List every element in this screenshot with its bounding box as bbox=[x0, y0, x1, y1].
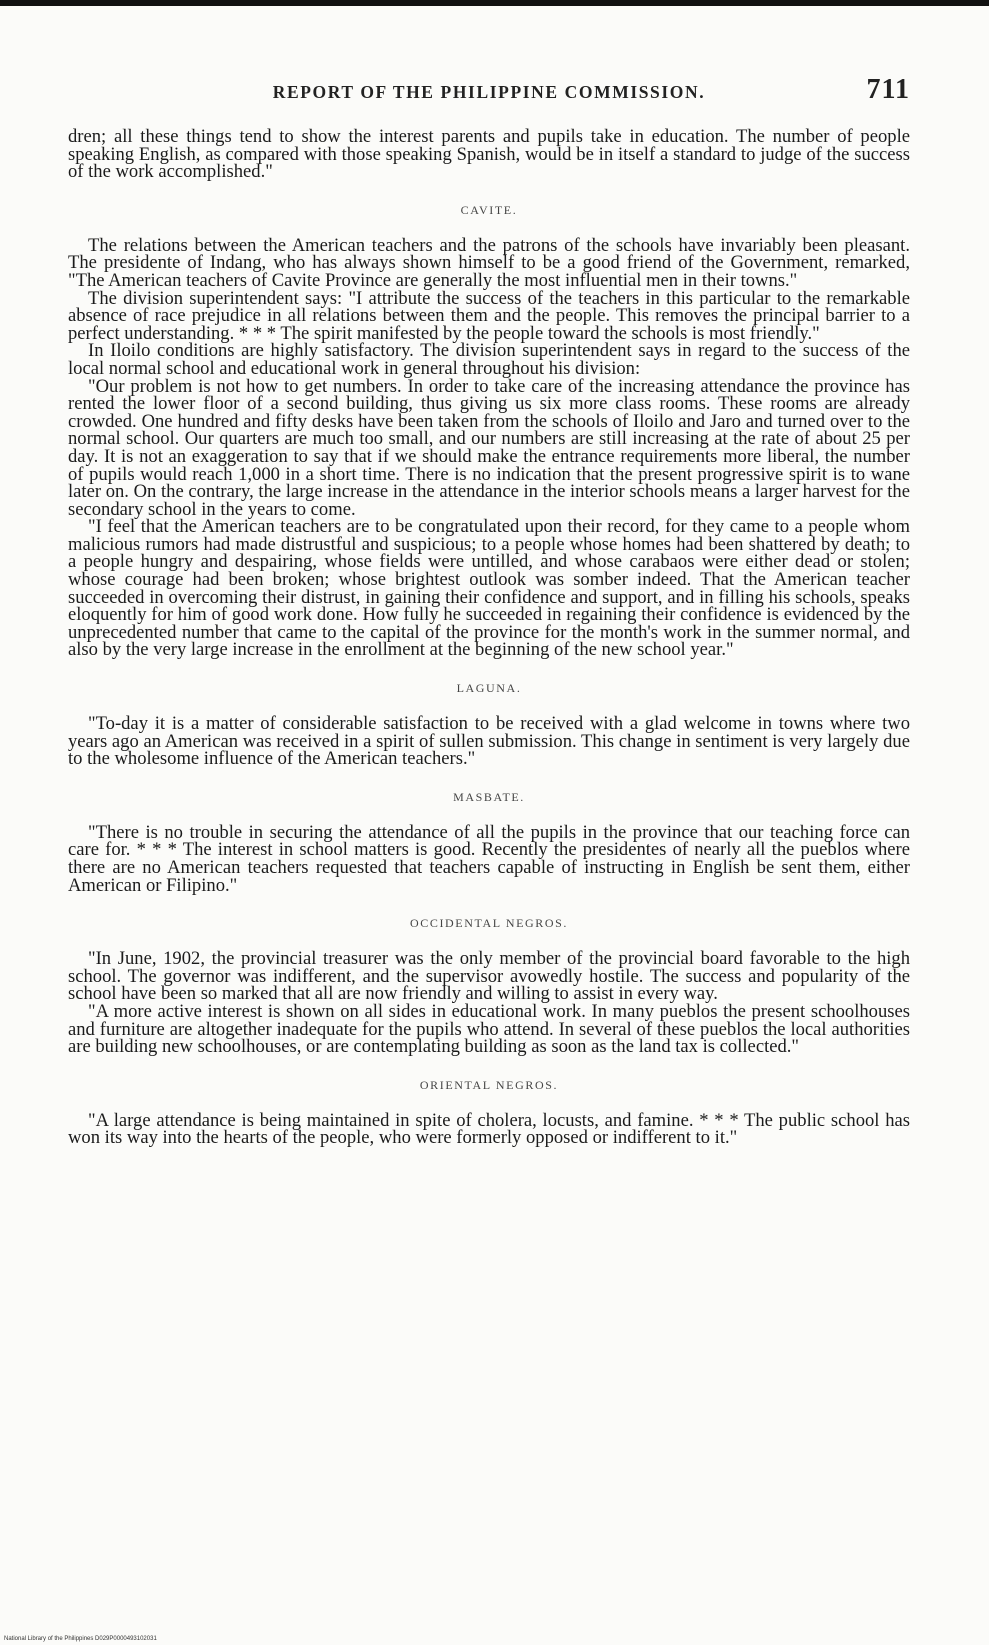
paragraph: dren; all these things tend to show the interest parents and pupils take in education. The number of people speaking English, as compared with those speaking Spanish, would be in itself a standard to judge of the success of the work accomplished." bbox=[68, 126, 910, 183]
section-heading: LAGUNA. bbox=[456, 681, 522, 696]
paragraph: In Iloilo conditions are highly satisfactory. The division superintendent says in regard to the success of the local normal school and educational work in general throughout his division: bbox=[68, 340, 910, 379]
section-heading: OCCIDENTAL NEGROS. bbox=[409, 916, 569, 931]
report-body bbox=[68, 128, 910, 1147]
paragraph: "To-day it is a matter of considerable satisfaction to be received with a glad welcome in towns where two years ago an American was received in a spirit of sullen submission. This change in sentiment is very largely due to the wholesome influence of the American teachers." bbox=[68, 713, 910, 770]
paragraph: "I feel that the American teachers are to be congratulated upon their record, for they came to a people whom malicious rumors had made distrustful and suspicious; to a people whose homes had been shattered by death; to a people hungry and despairing, whose fields were untilled, and whose carabaos were either dead or stolen; whose courage had been broken; whose brightest outlook was somber indeed. That the American teacher succeeded in overcoming their distrust, in gaining their confidence and support, and in filling his schools, speaks eloquently for him of good work done. How fully he succeeded in regaining their confidence is evidenced by the unprecedented number that came to the capital of the province for the month's work in the summer normal, and also by the very large increase in the enrollment at the beginning of the new school year." bbox=[68, 516, 910, 661]
paragraph: The division superintendent says: "I attribute the success of the teachers in this particular to the remarkable absence of race prejudice in all relations between them and the people. This removes the principal barrier to a perfect understanding. * * * The spirit manifested by the people toward the schools is most friendly." bbox=[68, 287, 910, 344]
section-heading: CAVITE. bbox=[460, 202, 518, 217]
paragraph: "In June, 1902, the provincial treasurer was the only member of the provincial board favorable to the high school. The governor was indifferent, and the supervisor avowedly hostile. The success and popularity of the school have been so marked that all are now friendly and willing to assist in every way. bbox=[68, 948, 910, 1005]
scan-footer: National Library of the Philippines D029P0000493102031 bbox=[4, 1636, 157, 1642]
paragraph: "Our problem is not how to get numbers. In order to take care of the increasing attendance the province has rented the lower floor of a second building, thus giving us six more class rooms. These rooms are already crowded. One hundred and fifty desks have been taken from the schools of Iloilo and Jaro and turned over to the normal school. Our quarters are much too small, and our numbers are still increasing at the rate of about 25 per day. It is not an exaggeration to say that if we should make the entrance requirements more liberal, the number of pupils would reach 1,000 in a short time. There is no indication that the present progressive spirit is to wane later on. On the contrary, the large increase in the attendance in the interior schools means a larger harvest for the secondary school in the years to come. bbox=[68, 375, 910, 520]
running-title: REPORT OF THE PHILIPPINE COMMISSION. bbox=[272, 82, 706, 102]
section-heading: ORIENTAL NEGROS. bbox=[419, 1077, 559, 1092]
page-header bbox=[68, 74, 910, 114]
section-heading: MASBATE. bbox=[453, 789, 525, 804]
scan-top-edge bbox=[0, 0, 989, 6]
paragraph: The relations between the American teachers and the patrons of the schools have invariably been pleasant. The presidente of Indang, who has always shown himself to be a good friend of the Government, remarked, "The American teachers of Cavite Province are generally the most influential men in their towns." bbox=[68, 234, 910, 291]
paragraph: "There is no trouble in securing the attendance of all the pupils in the province that our teaching force can care for. * * * The interest in school matters is good. Recently the presidentes of nearly all the pueblos where there are no American teachers requested that teachers capable of instructing in English be sent them, either American or Filipino." bbox=[68, 821, 910, 896]
paragraph: "A more active interest is shown on all sides in educational work. In many pueblos the present schoolhouses and furniture are altogether inadequate for the pupils who attend. In several of these pueblos the local authorities are building new schoolhouses, or are contemplating building as soon as the land tax is collected." bbox=[68, 1000, 910, 1058]
page-number: 711 bbox=[866, 74, 910, 105]
paragraph: "A large attendance is being maintained in spite of cholera, locusts, and famine. * * * The public school has won its way into the hearts of the people, who were formerly opposed or indifferent to it." bbox=[68, 1109, 910, 1149]
